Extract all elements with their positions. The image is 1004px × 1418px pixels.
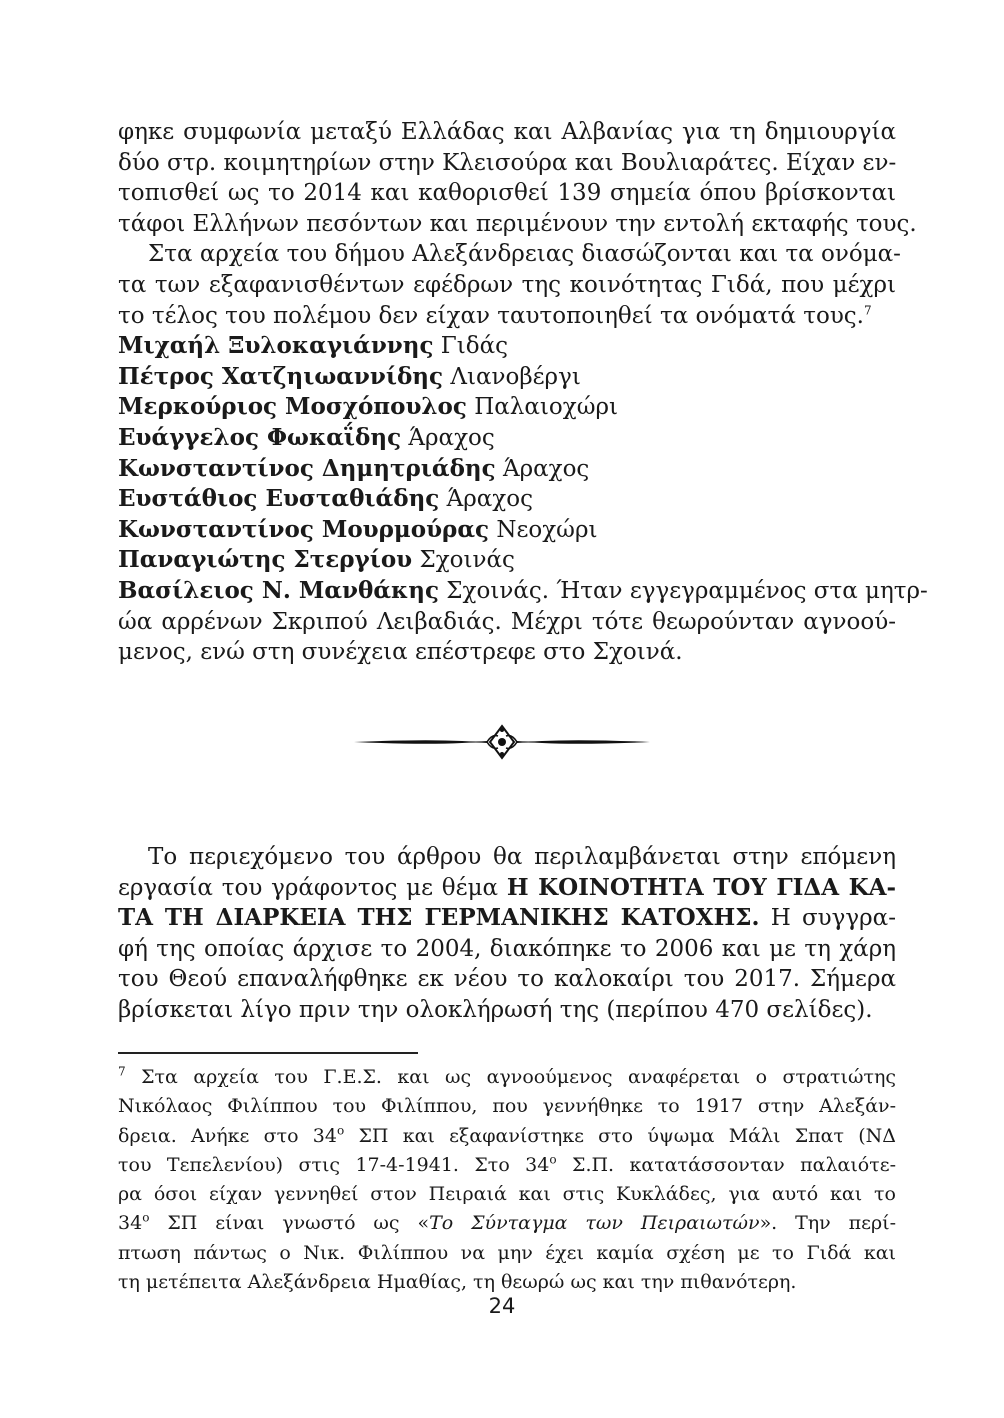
person-name: Παναγιώτης Στεργίου <box>118 546 413 574</box>
text-line: δύο στρ. κοιμητηρίων στην Κλεισούρα και Βουλιαράτες. Είχαν εν- <box>118 149 897 176</box>
work-title: Η ΚΟΙΝΟΤΗΤΑ ΤΟΥ ΓΙΔΑ ΚΑ- <box>506 873 896 901</box>
ordinal-mark: ο <box>142 1211 150 1226</box>
name-entry <box>118 484 896 515</box>
person-name: Κωνσταντίνος Δημητριάδης <box>118 454 496 482</box>
footnote-line: πτωση πάντως ο Νικ. Φιλίππου να μην έχει καμία σχέση με το Γιδά και <box>118 1241 896 1264</box>
footnote-line: Νικόλαος Φιλίππου του Φιλίππου, που γεννήθηκε το 1917 στην Αλεξάν- <box>118 1095 896 1118</box>
text-line: τάφοι Ελλήνων πεσόντων και περιμένουν την εντολή εκταφής τους. <box>118 210 917 237</box>
fleuron-divider-icon <box>352 722 652 762</box>
footnote-line: ρα όσοι είχαν γεννηθεί στον Πειραιά και στις Κυκλάδες, για αυτό και το <box>118 1183 896 1206</box>
village-name: Σχοινάς <box>412 547 515 574</box>
name-entry <box>118 331 896 362</box>
text-line <box>118 873 896 904</box>
ordinal-mark: ο <box>549 1152 557 1167</box>
text-fragment: ΣΠ είναι γνωστό ως « <box>149 1212 430 1235</box>
village-name: Γιδάς <box>433 333 509 360</box>
text-fragment: το τέλος του πολέμου δεν είχαν ταυτοποιηθεί τα ονόματά τους. <box>118 302 864 329</box>
person-name: Πέτρος Χατζηιωαννίδης <box>118 362 444 390</box>
person-name: Βασίλειος Ν. Μανθάκης <box>118 576 439 604</box>
work-title: ΤΑ ΤΗ ΔΙΑΡΚΕΙΑ ΤΗΣ ΓΕΡΜΑΝΙΚΗΣ ΚΑΤΟΧΗΣ. <box>118 904 760 932</box>
text-line: τα των εξαφανισθέντων εφέδρων της κοινότητας Γιδά, που μέχρι <box>118 271 896 298</box>
text-fragment: εργασία του γράφοντος με θέμα <box>118 874 507 901</box>
footnote-line: τη μετέπειτα Αλεξάνδρεια Ημαθίας, τη θεωρώ ως και την πιθανότερη. <box>118 1271 797 1294</box>
text-fragment: ». Την περί- <box>759 1212 896 1235</box>
text-line: του Θεού επαναλήφθηκε εκ νέου το καλοκαίρι του 2017. Σήμερα <box>118 966 896 993</box>
person-name: Ευάγγελος Φωκαΐδης <box>118 423 402 451</box>
village-name: Άραχος <box>495 455 590 482</box>
text-fragment: 34 <box>118 1212 143 1235</box>
person-name: Μερκούριος Μοσχόπουλος <box>118 393 467 421</box>
name-entry <box>118 423 896 454</box>
regiment-nickname: Το Σύνταγμα των Πειραιωτών <box>429 1212 760 1235</box>
page-number: 24 <box>488 1294 516 1318</box>
village-name: Νεοχώρι <box>489 516 598 543</box>
footnote <box>118 1063 896 1297</box>
author-note <box>118 842 896 1026</box>
footnote-line <box>118 1151 896 1180</box>
village-name: Άραχος <box>401 424 495 451</box>
text-line: Το περιεχόμενο του άρθρου θα περιλαμβάνεται στην επόμενη <box>148 844 896 870</box>
text-fragment: του Τεπελενίου) στις 17-4-1941. Στο 34 <box>118 1153 550 1176</box>
text-line: μενος, ενώ στη συνέχεια επέστρεφε στο Σχοινά. <box>118 639 683 666</box>
name-entry <box>118 392 896 423</box>
village-name: Άραχος <box>439 486 533 513</box>
name-entry <box>118 454 896 485</box>
footnote-ref: 7 <box>864 302 872 317</box>
footnote-marker: 7 <box>118 1064 126 1079</box>
text-line: φηκε συμφωνία μεταξύ Ελλάδας και Αλβανίας για τη δημιουργία <box>118 119 896 145</box>
text-fragment: Η συγγρα- <box>759 905 896 932</box>
name-entry <box>118 545 896 576</box>
village-name: Λιανοβέργι <box>443 363 581 390</box>
text-line: τοπισθεί ως το 2014 και καθορισθεί 139 σημεία όπου βρίσκονται <box>118 180 896 207</box>
text-line: φή της οποίας άρχισε το 2004, διακόπηκε το 2006 και με τη χάρη <box>118 935 896 962</box>
text-fragment: Σχοινάς. Ήταν εγγεγραμμένος στα μητρ- <box>438 577 928 604</box>
person-name: Κωνσταντίνος Μουρμούρας <box>118 515 490 543</box>
text-line: ώα αρρένων Σκριπού Λειβαδιάς. Μέχρι τότε θεωρούνταν αγνοού- <box>118 608 896 635</box>
person-name: Μιχαήλ Ξυλοκαγιάννης <box>118 332 434 360</box>
name-entry <box>118 362 896 393</box>
village-name: Παλαιοχώρι <box>466 394 618 421</box>
ordinal-mark: ο <box>336 1123 345 1138</box>
name-entry <box>118 576 928 607</box>
person-name: Ευστάθιος Ευσταθιάδης <box>118 485 440 513</box>
footnote-separator <box>118 1052 418 1054</box>
text-line: βρίσκεται λίγο πριν την ολοκλήρωσή της (περίπου 470 σελίδες). <box>118 996 873 1023</box>
main-text <box>118 117 928 668</box>
text-line: Στα αρχεία του δήμου Αλεξάνδρειας διασώζονται και τα ονόμα- <box>148 241 901 268</box>
footnote-line <box>118 1209 896 1238</box>
text-fragment: Σ.Π. κατατάσσονταν παλαιότε- <box>556 1153 896 1176</box>
text-fragment: ΣΠ και εξαφανίστηκε στο ύψωμα Μάλι Σπατ (ΝΔ <box>344 1124 896 1147</box>
name-entry <box>118 515 896 546</box>
text-fragment: Στα αρχεία του Γ.Ε.Σ. και ως αγνοούμενος αναφέρεται ο στρατιώτης <box>125 1066 896 1088</box>
footnote-line <box>118 1063 896 1092</box>
text-line <box>118 301 896 332</box>
text-fragment: δρεια. Ανήκε στο 34 <box>118 1124 337 1147</box>
footnote-line <box>118 1122 896 1151</box>
text-line <box>118 903 896 934</box>
